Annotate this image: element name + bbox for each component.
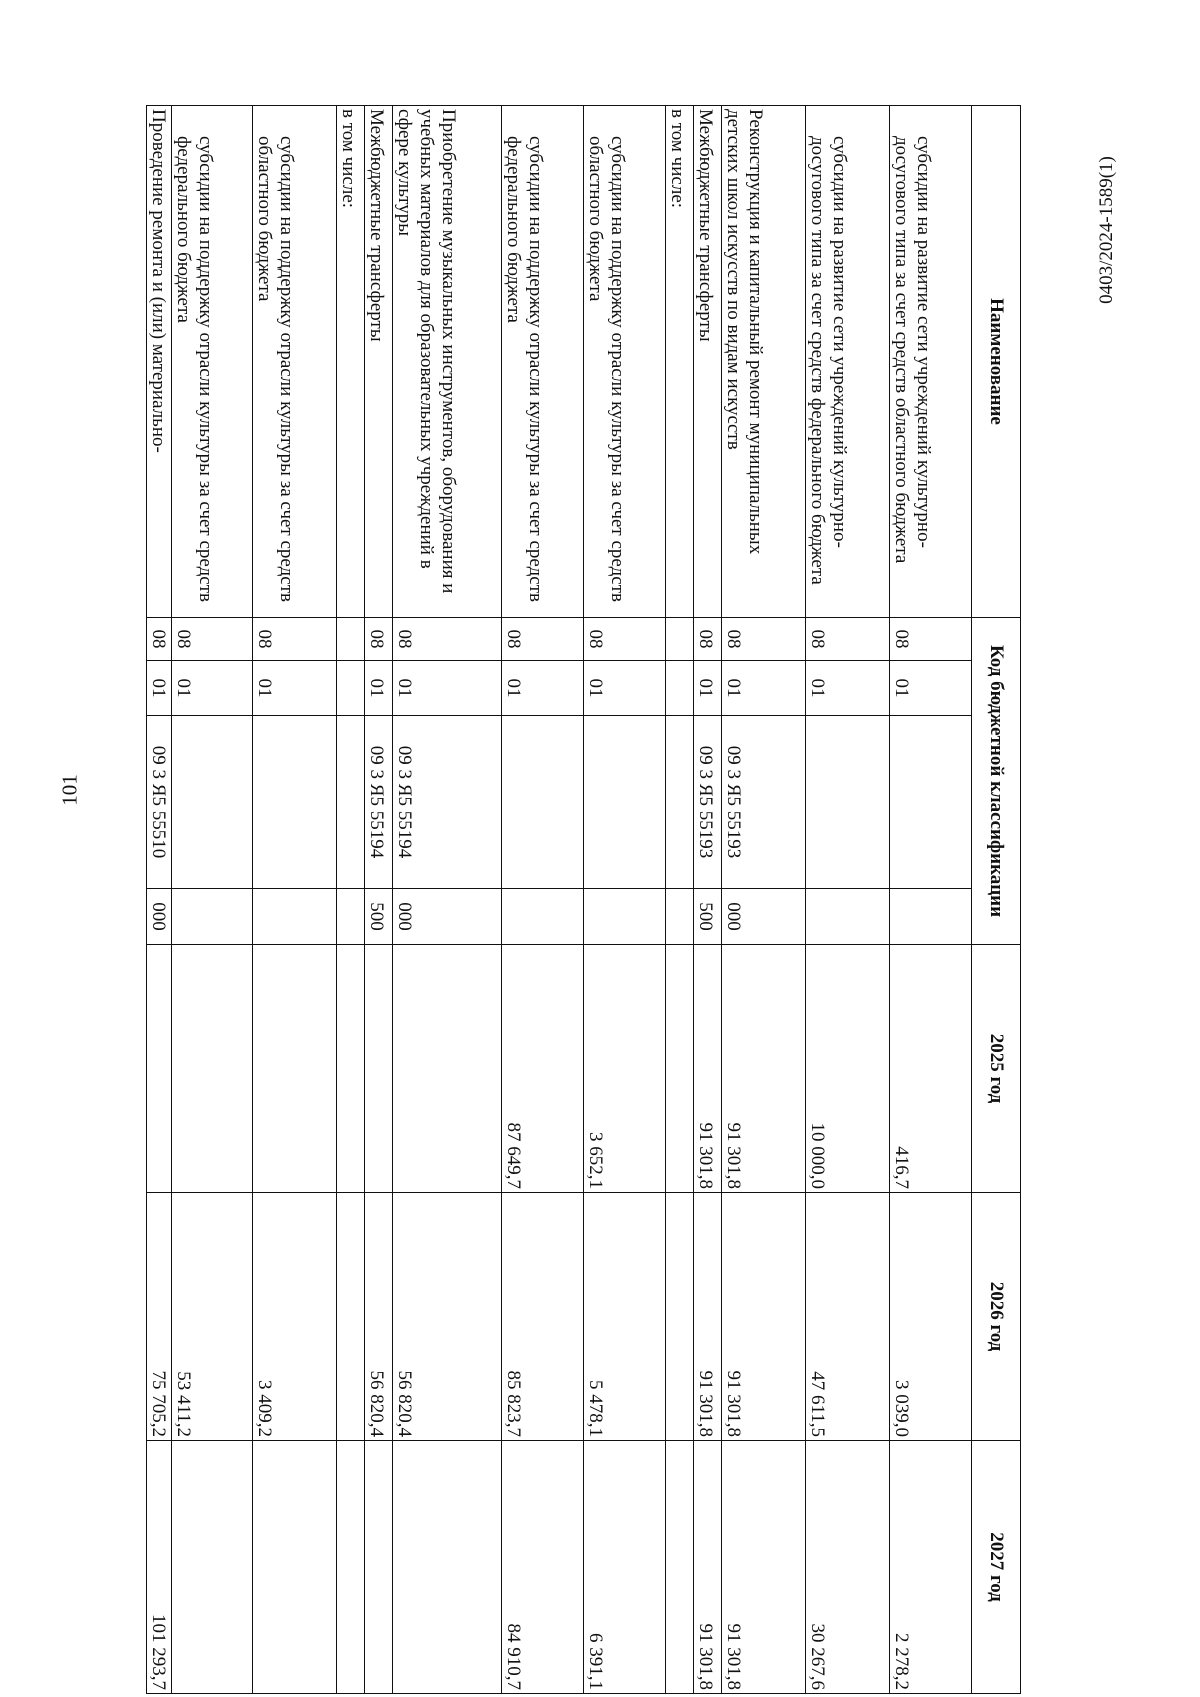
code-target [890, 716, 972, 889]
code-section: 08 [172, 618, 253, 661]
row-name: субсидии на поддержку отрасли культуры за счет средств федерального бюджета [172, 106, 253, 618]
code-subsection: 01 [584, 661, 666, 716]
row-name: Реконструкция и капитальный ремонт муниципальных детских школ искусств по видам искусств [722, 106, 806, 618]
value-2026: 91 301,8 [722, 1193, 806, 1441]
row-name: Приобретение музыкальных инструментов, оборудования и учебных материалов для образовательных учреждений в сфере культуры [393, 106, 502, 618]
value-2025: 3 652,1 [584, 945, 666, 1193]
page-number: 101 [57, 774, 82, 806]
code-subsection: 01 [147, 661, 172, 716]
header-2027: 2027 год [972, 1441, 1021, 1694]
code-target [502, 716, 584, 889]
document-code: 0403/2024-1589(1) [1096, 156, 1117, 304]
value-2027: 6 391,1 [584, 1441, 666, 1694]
value-2026 [337, 1193, 365, 1441]
table-header-row [973, 106, 1021, 1694]
table-row [393, 106, 502, 1694]
code-subsection [337, 661, 365, 716]
code-expense-type: 000 [722, 889, 806, 945]
code-expense-type: 500 [694, 889, 722, 945]
code-target: 09 3 Я5 55510 [147, 716, 172, 889]
code-subsection: 01 [172, 661, 253, 716]
value-2025 [172, 945, 253, 1193]
header-code-sub-2 [972, 661, 973, 716]
code-target [584, 716, 666, 889]
code-subsection: 01 [806, 661, 890, 716]
row-name: субсидии на развитие сети учреждений культурно-досугового типа за счет средств областного бюджета [890, 106, 972, 618]
table-row [502, 106, 584, 1694]
code-expense-type [172, 889, 253, 945]
table-row [337, 106, 365, 1694]
code-target [666, 716, 694, 889]
value-2025 [666, 945, 694, 1193]
table-row [147, 106, 172, 1694]
value-2027 [666, 1441, 694, 1694]
code-section: 08 [393, 618, 502, 661]
code-section: 08 [584, 618, 666, 661]
row-name: Межбюджетные трансферты [694, 106, 722, 618]
code-subsection: 01 [393, 661, 502, 716]
table-row [253, 106, 337, 1694]
code-expense-type [806, 889, 890, 945]
code-subsection: 01 [365, 661, 393, 716]
header-name: Наименование [972, 106, 1021, 618]
table-row [172, 106, 253, 1694]
value-2026: 5 478,1 [584, 1193, 666, 1441]
value-2025: 91 301,8 [722, 945, 806, 1193]
code-section: 08 [147, 618, 172, 661]
value-2025: 416,7 [890, 945, 972, 1193]
code-section: 08 [502, 618, 584, 661]
value-2027 [365, 1441, 393, 1694]
code-subsection: 01 [890, 661, 972, 716]
table-row [694, 106, 722, 1694]
code-expense-type [666, 889, 694, 945]
row-name: субсидии на поддержку отрасли культуры за счет средств федерального бюджета [502, 106, 584, 618]
value-2026: 75 705,2 [147, 1193, 172, 1441]
code-target: 09 3 Я5 55193 [694, 716, 722, 889]
value-2026: 56 820,4 [393, 1193, 502, 1441]
value-2027: 101 293,7 [147, 1441, 172, 1694]
code-target: 09 3 Я5 55194 [365, 716, 393, 889]
value-2026: 91 301,8 [694, 1193, 722, 1441]
code-expense-type [584, 889, 666, 945]
header-budget-code: Код бюджетной классификации [973, 618, 1021, 945]
budget-table-container [148, 105, 1021, 1693]
code-expense-type: 000 [147, 889, 172, 945]
row-name: субсидии на развитие сети учреждений культурно-досугового типа за счет средств федерального бюджета [806, 106, 890, 618]
code-section: 08 [890, 618, 972, 661]
value-2027: 84 910,7 [502, 1441, 584, 1694]
code-subsection: 01 [253, 661, 337, 716]
value-2025 [337, 945, 365, 1193]
table-row [890, 106, 972, 1694]
value-2026: 56 820,4 [365, 1193, 393, 1441]
value-2025: 10 000,0 [806, 945, 890, 1193]
code-section [666, 618, 694, 661]
value-2026: 85 823,7 [502, 1193, 584, 1441]
code-subsection [666, 661, 694, 716]
code-section: 08 [365, 618, 393, 661]
table-row [584, 106, 666, 1694]
code-expense-type: 000 [393, 889, 502, 945]
budget-table [147, 105, 1022, 1694]
code-expense-type [890, 889, 972, 945]
code-subsection: 01 [722, 661, 806, 716]
code-section: 08 [694, 618, 722, 661]
table-row [666, 106, 694, 1694]
code-expense-type [502, 889, 584, 945]
code-target: 09 3 Я5 55194 [393, 716, 502, 889]
value-2026 [666, 1193, 694, 1441]
code-target [253, 716, 337, 889]
value-2025: 87 649,7 [502, 945, 584, 1193]
row-name: субсидии на поддержку отрасли культуры за счет средств областного бюджета [253, 106, 337, 618]
code-subsection: 01 [502, 661, 584, 716]
value-2027 [337, 1441, 365, 1694]
value-2025: 91 301,8 [694, 945, 722, 1193]
row-name: в том числе: [337, 106, 365, 618]
value-2026: 53 411,2 [172, 1193, 253, 1441]
value-2025 [147, 945, 172, 1193]
value-2027 [393, 1441, 502, 1694]
code-expense-type [253, 889, 337, 945]
value-2027: 91 301,8 [694, 1441, 722, 1694]
row-name: субсидии на поддержку отрасли культуры за счет средств областного бюджета [584, 106, 666, 618]
value-2026: 47 611,5 [806, 1193, 890, 1441]
header-code-sub-4 [972, 889, 973, 945]
table-row [722, 106, 806, 1694]
code-section: 08 [806, 618, 890, 661]
value-2025 [393, 945, 502, 1193]
code-expense-type [337, 889, 365, 945]
code-section: 08 [722, 618, 806, 661]
value-2025 [253, 945, 337, 1193]
row-name: Проведение ремонта и (или) материально- [147, 106, 172, 618]
value-2027 [253, 1441, 337, 1694]
code-subsection: 01 [694, 661, 722, 716]
value-2026: 3 039,0 [890, 1193, 972, 1441]
code-target [172, 716, 253, 889]
value-2027 [172, 1441, 253, 1694]
code-target [806, 716, 890, 889]
value-2027: 30 267,6 [806, 1441, 890, 1694]
value-2027: 2 278,2 [890, 1441, 972, 1694]
code-section: 08 [253, 618, 337, 661]
code-target: 09 3 Я5 55193 [722, 716, 806, 889]
code-expense-type: 500 [365, 889, 393, 945]
header-2025: 2025 год [972, 945, 1021, 1193]
value-2027: 91 301,8 [722, 1441, 806, 1694]
row-name: Межбюджетные трансферты [365, 106, 393, 618]
header-code-sub-1 [972, 618, 973, 661]
header-2026: 2026 год [972, 1193, 1021, 1441]
header-code-sub-3 [972, 716, 973, 889]
value-2025 [365, 945, 393, 1193]
code-target [337, 716, 365, 889]
row-name: в том числе: [666, 106, 694, 618]
code-section [337, 618, 365, 661]
table-row [806, 106, 890, 1694]
table-row [365, 106, 393, 1694]
value-2026: 3 409,2 [253, 1193, 337, 1441]
